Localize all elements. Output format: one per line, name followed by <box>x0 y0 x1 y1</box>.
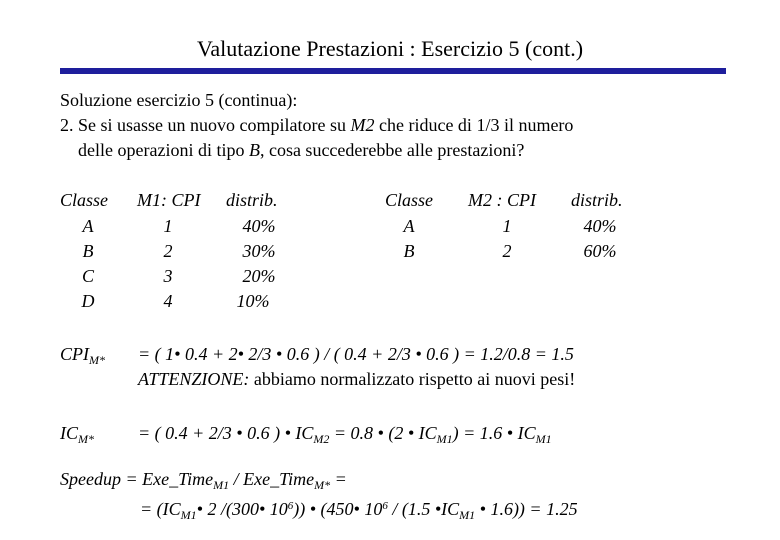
m1-row-classe: D <box>81 291 95 311</box>
speedup-part: • 1.6)) = 1.25 <box>475 499 578 519</box>
intro-text: delle operazioni di tipo <box>78 140 249 160</box>
ic-eq-sub: M2 <box>313 432 330 446</box>
m2-header-classe: Classe <box>385 190 434 210</box>
m1-row-distrib: 20% <box>242 266 276 286</box>
m2-row-cpi: 2 <box>502 241 512 261</box>
m1-row-distrib: 30% <box>242 241 276 261</box>
intro-class: B <box>248 140 260 160</box>
m2-header-distrib: distrib. <box>571 190 623 210</box>
m1-row-classe: B <box>82 241 94 261</box>
cpi-equation: = ( 1• 0.4 + 2• 2/3 • 0.6 ) / ( 0.4 + 2/3 • 0.6 ) = 1.2/0.8 = 1.5 <box>138 344 574 364</box>
cpi-note-text: abbiamo normalizzato rispetto ai nuovi pesi! <box>249 369 576 389</box>
m2-row-distrib: 40% <box>583 216 617 236</box>
speedup-part: = <box>330 469 347 489</box>
m2-row-distrib: 60% <box>583 241 617 261</box>
intro-line-2 <box>60 115 573 136</box>
speedup-line-1 <box>60 469 347 490</box>
m1-row-distrib: 40% <box>242 216 276 236</box>
m1-row-cpi: 4 <box>163 291 173 311</box>
m1-row-cpi: 3 <box>163 266 173 286</box>
cpi-note-attention: ATTENZIONE: <box>138 369 250 389</box>
speedup-part: • 2 /(300• 10 <box>196 499 288 519</box>
intro-line-3 <box>78 140 524 161</box>
slide-title: Valutazione Prestazioni : Esercizio 5 (cont.) <box>196 36 584 61</box>
intro-machine: M2 <box>350 115 375 135</box>
m1-header-distrib: distrib. <box>226 190 278 210</box>
m1-row-cpi: 1 <box>163 216 173 236</box>
m1-row-classe: C <box>81 266 94 286</box>
m2-row-classe: B <box>403 241 415 261</box>
cpi-label-sub: M* <box>89 353 105 367</box>
speedup-part: = (IC <box>140 499 181 519</box>
speedup-part: Speedup = Exe_Time <box>60 469 214 489</box>
cpi-note <box>138 369 575 390</box>
speedup-sup: 6 <box>287 500 294 512</box>
speedup-line-2 <box>140 499 578 520</box>
intro-line-1: Soluzione esercizio 5 (continua): <box>60 90 298 110</box>
speedup-part: )) • (450• 10 <box>293 499 383 519</box>
intro-text: che riduce di 1/3 il numero <box>374 115 574 135</box>
m1-header-cpi: M1: CPI <box>137 190 201 210</box>
ic-label <box>60 423 94 444</box>
m2-row-cpi: 1 <box>502 216 512 236</box>
ic-eq-part: = 0.8 • (2 • IC <box>329 423 437 443</box>
ic-eq-part: ) = 1.6 • IC <box>452 423 536 443</box>
speedup-part: / (1.5 •IC <box>387 499 460 519</box>
speedup-sub: M1 <box>180 508 197 522</box>
ic-equation <box>138 423 552 444</box>
cpi-label <box>60 344 105 365</box>
speedup-part: / Exe_Time <box>229 469 315 489</box>
speedup-sub: M* <box>314 478 331 492</box>
m1-row-cpi: 2 <box>163 241 173 261</box>
speedup-sub: M1 <box>213 478 230 492</box>
m2-row-classe: A <box>403 216 415 236</box>
speedup-sub: M1 <box>459 508 476 522</box>
ic-eq-part: = ( 0.4 + 2/3 • 0.6 ) • IC <box>138 423 314 443</box>
m2-header-cpi: M2 : CPI <box>468 190 536 210</box>
m1-header-classe: Classe <box>60 190 109 210</box>
m1-row-distrib: 10% <box>236 291 270 311</box>
m1-row-classe: A <box>82 216 94 236</box>
intro-text: , cosa succederebbe alle prestazioni? <box>259 140 525 160</box>
ic-label-text: IC <box>60 423 78 443</box>
title-underline <box>60 68 726 74</box>
ic-eq-sub: M1 <box>436 432 453 446</box>
intro-text: 2. Se si usasse un nuovo compilatore su <box>60 115 351 135</box>
ic-label-sub: M* <box>78 432 94 446</box>
cpi-label-text: CPI <box>60 344 89 364</box>
speedup-sup: 6 <box>382 500 388 512</box>
ic-eq-sub: M1 <box>535 432 552 446</box>
